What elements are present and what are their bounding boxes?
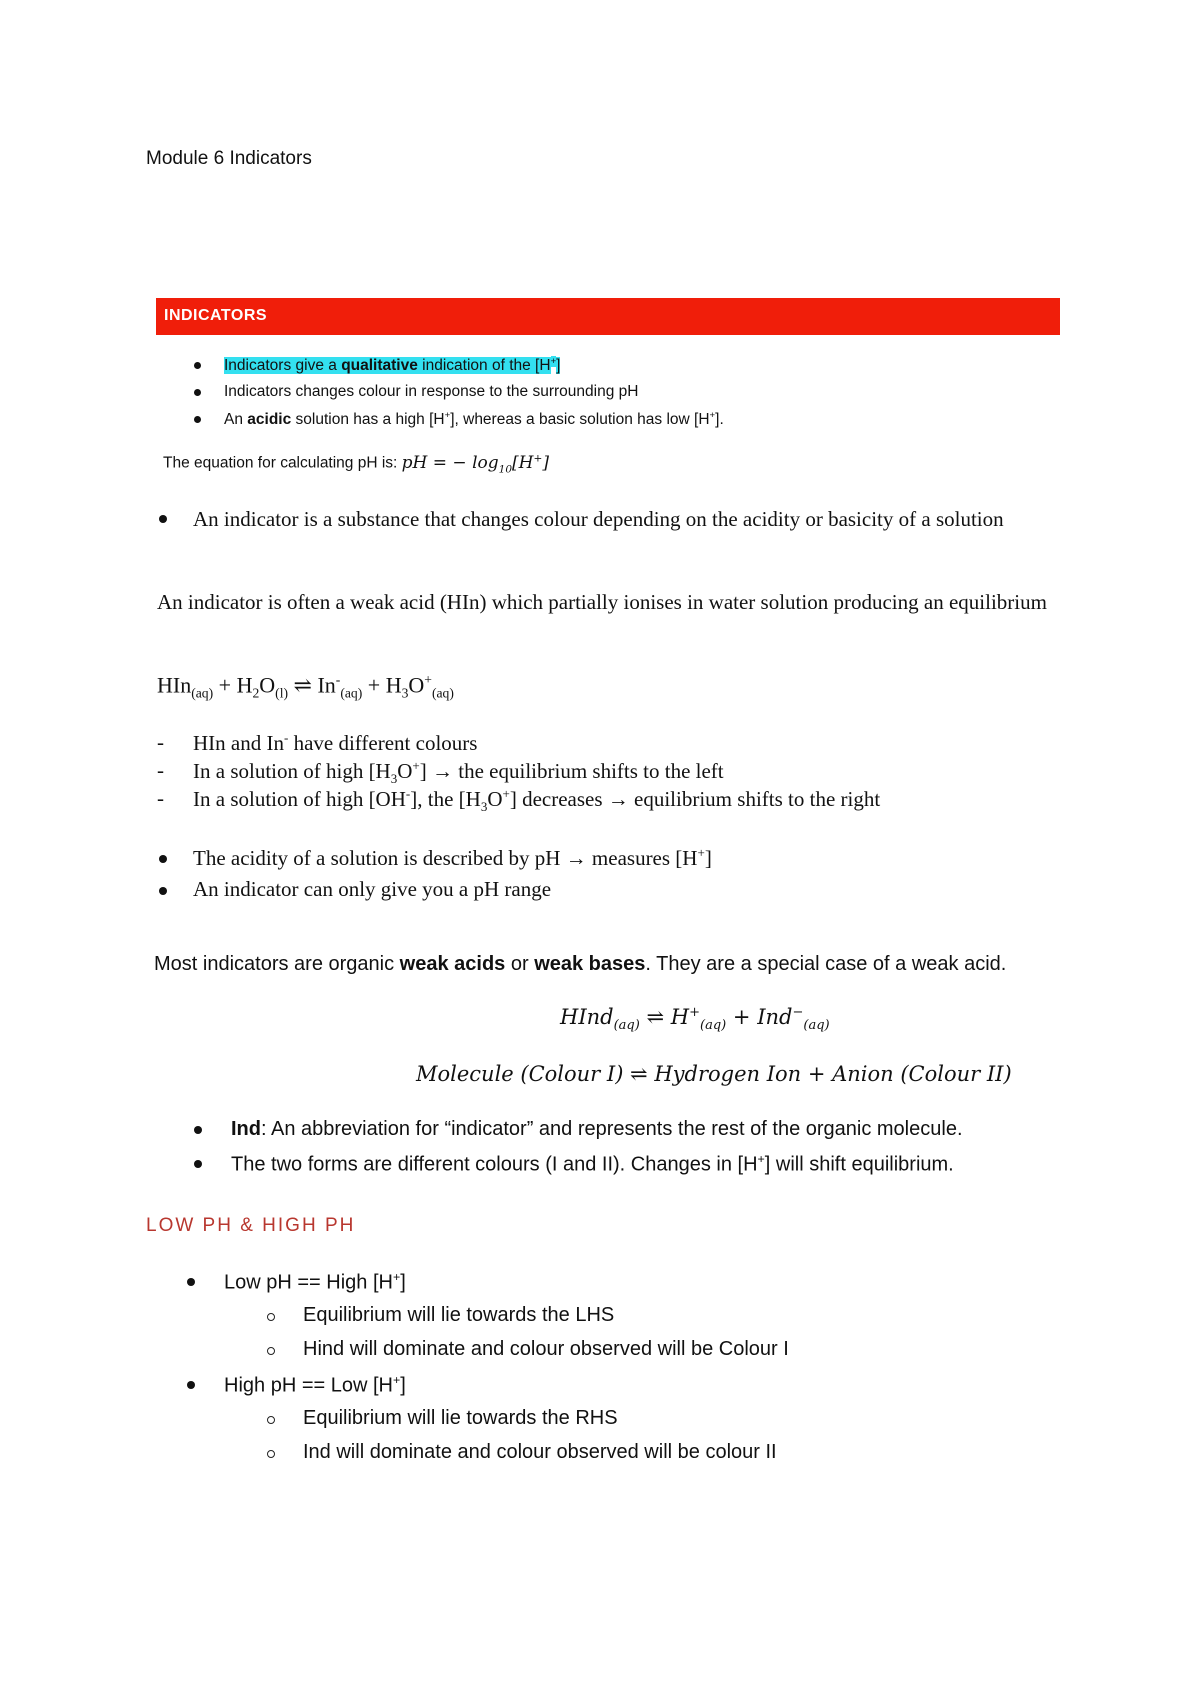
- text: solution has a high [H: [291, 411, 445, 429]
- text: ], whereas a basic solution has low [H: [450, 411, 710, 429]
- eq-sub: (aq): [613, 1018, 640, 1034]
- text: HIn and In: [193, 731, 284, 755]
- text: Equilibrium will lie towards the RHS: [303, 1407, 618, 1429]
- text: ]: [400, 1374, 406, 1397]
- sup: +: [757, 1152, 765, 1166]
- formula-sup: +: [533, 452, 543, 464]
- text: The acidity of a solution is described by pH → measures [H: [193, 846, 698, 870]
- text: ].: [715, 411, 724, 429]
- text: ]: [400, 1271, 406, 1294]
- text: : An abbreviation for “indicator” and represents the rest of the organic molecule.: [261, 1118, 963, 1140]
- bracket-close: ]: [556, 357, 561, 375]
- eq-sup: −: [792, 1005, 804, 1020]
- weak-acid-paragraph: An indicator is often a weak acid (HIn) which partially ionises in water solution producing an equilibrium: [157, 590, 1047, 614]
- eq-sup: +: [424, 672, 432, 687]
- eq-sub: (aq): [340, 685, 363, 701]
- sup: +: [412, 758, 420, 773]
- eq-sub: 2: [252, 685, 260, 701]
- bullet-icon: [194, 362, 201, 369]
- eq-part: + H: [362, 672, 402, 698]
- text: Ind will dominate and colour observed will be colour II: [303, 1441, 777, 1463]
- sup: +: [697, 845, 705, 860]
- dash-icon: -: [157, 730, 164, 754]
- section-banner: [156, 298, 1060, 335]
- molecule-equation: Molecule (Colour I) ⇌ Hydrogen Ion + Anion (Colour II): [416, 1062, 1012, 1086]
- eq-part: + Ind: [726, 1005, 793, 1029]
- sub: 3: [390, 771, 398, 787]
- text: ] decreases → equilibrium shifts to the right: [509, 787, 881, 811]
- sup: +: [709, 410, 716, 421]
- weak-bases-term: weak bases: [534, 953, 646, 975]
- bullet-icon: [159, 515, 167, 523]
- dash-icon: -: [157, 758, 164, 782]
- definition-bullet: [193, 505, 1053, 533]
- formula-sub: 10: [498, 463, 513, 476]
- highlight-give-a: give a: [295, 357, 342, 375]
- ph-bullet-1: [193, 845, 712, 871]
- sup: -: [405, 786, 411, 801]
- text: In a solution of high [H: [193, 759, 391, 783]
- bullet-icon: [194, 416, 201, 423]
- sup: +: [392, 1373, 401, 1387]
- hin-equilibrium: [157, 672, 454, 702]
- banner-title: INDICATORS: [164, 307, 268, 324]
- text: Low pH == High [H: [224, 1271, 393, 1294]
- text: O: [397, 759, 413, 783]
- eq-part: O: [259, 672, 276, 698]
- high-ph-sub-1: [303, 1407, 618, 1430]
- ph-equation-line: [163, 452, 549, 475]
- top-bullet-3: [224, 410, 724, 429]
- eq-sub: (aq): [700, 1018, 727, 1034]
- eq-part: + H: [213, 672, 253, 698]
- highlight-rest: indication of the [H: [417, 357, 551, 375]
- dash-item-2: [157, 758, 724, 787]
- bullet-icon: [194, 1160, 202, 1168]
- text: . They are a special case of a weak acid.: [645, 953, 1007, 975]
- ind-bullet-2: [231, 1152, 954, 1177]
- sub: 3: [480, 799, 488, 815]
- sup: +: [392, 1270, 401, 1284]
- text: or: [505, 953, 535, 975]
- circle-bullet-icon: [267, 1450, 275, 1458]
- top-bullet-2-text: Indicators changes colour in response to the surrounding pH: [224, 383, 639, 400]
- low-ph-sub-1: [303, 1304, 614, 1327]
- eq-part: HInd: [560, 1005, 614, 1029]
- bullet-icon: [194, 1126, 202, 1134]
- ind-term: Ind: [231, 1118, 261, 1140]
- text: Most indicators are organic: [154, 953, 400, 975]
- definition-text: An indicator is a substance that changes colour depending on the acidity or basicity of a solution: [193, 507, 1004, 531]
- circle-bullet-icon: [267, 1347, 275, 1355]
- eq-sub: (aq): [191, 685, 214, 701]
- organic-paragraph: [154, 953, 1006, 976]
- h-plus-sup: +: [550, 356, 557, 367]
- eq-sub: 3: [401, 685, 409, 701]
- text: ]: [704, 846, 712, 870]
- low-ph-bullet: [224, 1270, 406, 1295]
- ph-formula: [401, 452, 549, 476]
- text: An: [224, 411, 248, 429]
- eq-part: ⇌ In: [288, 672, 336, 698]
- text: ], the [H: [410, 787, 481, 811]
- bullet-icon: [159, 887, 167, 895]
- bullet-icon: [194, 389, 201, 396]
- text: Equilibrium will lie towards the LHS: [303, 1304, 615, 1326]
- page-title: Module 6 Indicators: [146, 148, 312, 169]
- ph-equation-label: The equation for calculating pH is:: [163, 454, 402, 472]
- section-heading: LOW PH & HIGH PH: [146, 1215, 356, 1236]
- text: Hind will dominate and colour observed will be Colour I: [303, 1338, 789, 1360]
- formula-part: ]: [542, 452, 549, 473]
- sup: +: [502, 786, 510, 801]
- eq-sup: -: [335, 672, 341, 687]
- dash-item-3: [157, 786, 881, 815]
- eq-part: HIn: [157, 672, 192, 698]
- text: ] → the equilibrium shifts to the left: [419, 759, 724, 783]
- sup: -: [283, 730, 289, 745]
- formula-part: [H: [512, 452, 534, 473]
- circle-bullet-icon: [267, 1313, 275, 1321]
- dash-icon: -: [157, 786, 164, 810]
- dash-item-1: [157, 730, 478, 756]
- eq-sub: (aq): [803, 1018, 830, 1034]
- eq-part: ⇌ H: [639, 1005, 690, 1029]
- bullet-icon: [159, 855, 167, 863]
- bullet-icon: [187, 1381, 195, 1389]
- bullet-icon: [187, 1278, 195, 1286]
- text: In a solution of high [OH: [193, 787, 406, 811]
- text: The two forms are different colours (I and II). Changes in [H: [231, 1153, 758, 1176]
- sup: +: [444, 410, 451, 421]
- text: ] will shift equilibrium.: [764, 1153, 954, 1176]
- acidic-term: acidic: [247, 411, 292, 429]
- circle-bullet-icon: [267, 1416, 275, 1424]
- eq-part: O: [408, 672, 425, 698]
- text: An indicator can only give you a pH range: [193, 877, 552, 901]
- hind-equation: [560, 1005, 830, 1033]
- weak-acids-term: weak acids: [399, 953, 506, 975]
- highlight-indicators: Indicators: [224, 357, 296, 375]
- text: High pH == Low [H: [224, 1374, 393, 1397]
- top-bullet-1: [224, 356, 560, 375]
- eq-sub: (l): [275, 685, 289, 701]
- high-ph-bullet: [224, 1373, 406, 1398]
- text: O: [487, 787, 503, 811]
- eq-sup: +: [689, 1005, 700, 1020]
- high-ph-sub-2: [303, 1441, 777, 1464]
- text: have different colours: [288, 731, 478, 755]
- qualitative-term: qualitative: [341, 357, 418, 375]
- eq-sub: (aq): [431, 685, 454, 701]
- top-bullet-2: [224, 383, 638, 401]
- ind-bullet-1: [231, 1118, 963, 1141]
- ph-bullet-2: [193, 877, 551, 902]
- low-ph-sub-2: [303, 1338, 789, 1361]
- formula-part: pH = − log: [401, 452, 499, 473]
